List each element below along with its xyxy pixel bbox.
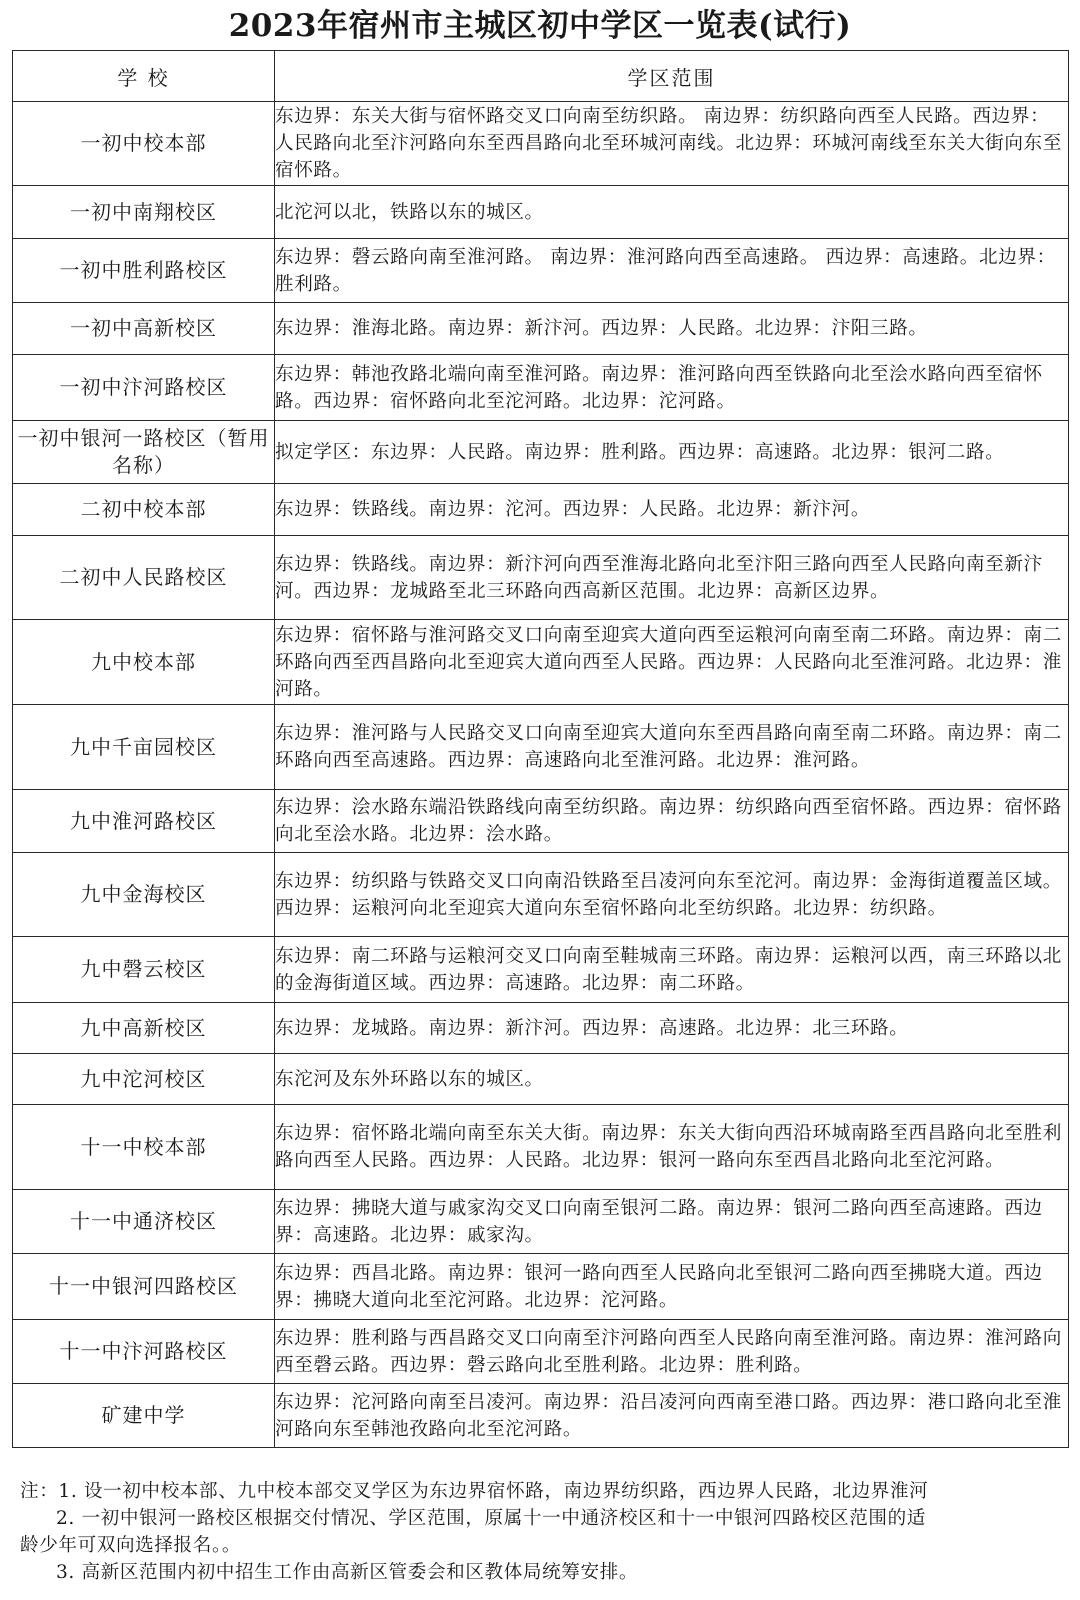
table-row — [13, 937, 1069, 1003]
school-name: 一初中胜利路校区 — [13, 239, 275, 303]
school-name: 一初中高新校区 — [13, 303, 275, 355]
school-name: 九中淮河路校区 — [13, 790, 275, 853]
school-zone-table — [12, 50, 1069, 1448]
zone-range: 东边界：胜利路与西昌路交叉口向南至汴河路向西至人民路向南至淮河路。南边界：淮河路向西至磬云路。西边界：磬云路向北至胜利路。北边界：胜利路。 — [275, 1320, 1069, 1384]
table-row — [13, 790, 1069, 853]
footnote-line: 龄少年可双向选择报名。。 — [20, 1535, 242, 1556]
table-header-row — [13, 51, 1069, 102]
school-name: 十一中通济校区 — [13, 1190, 275, 1254]
school-name: 九中千亩园校区 — [13, 705, 275, 790]
school-name: 九中校本部 — [13, 620, 275, 705]
zone-range: 东边界：拂晓大道与戚家沟交叉口向南至银河二路。南边界：银河二路向西至高速路。西边界：高速路。北边界：戚家沟。 — [275, 1190, 1069, 1254]
zone-range: 东边界：龙城路。南边界：新汴河。西边界：高速路。北边界：北三环路。 — [275, 1003, 1069, 1054]
school-name: 二初中校本部 — [13, 484, 275, 536]
school-name: 十一中汴河路校区 — [13, 1320, 275, 1384]
table-row — [13, 1190, 1069, 1254]
zone-range: 东边界：宿怀路与淮河路交叉口向南至迎宾大道向西至运粮河向南至南二环路。南边界：南二环路向西至西昌路向北至迎宾大道向西至人民路。西边界：人民路向北至淮河路。北边界：淮河路。 — [275, 620, 1069, 705]
table-row — [13, 355, 1069, 421]
school-name: 一初中南翔校区 — [13, 186, 275, 239]
zone-range: 东边界：磬云路向南至淮河路。 南边界：淮河路向西至高速路。 西边界：高速路。北边界：胜利路。 — [275, 239, 1069, 303]
zone-range: 北沱河以北，铁路以东的城区。 — [275, 186, 1069, 239]
table-row — [13, 1105, 1069, 1190]
header-school: 学 校 — [13, 51, 275, 102]
table-row — [13, 1003, 1069, 1054]
zone-range: 东边界：铁路线。南边界：沱河。西边界：人民路。北边界：新汴河。 — [275, 484, 1069, 536]
school-name: 二初中人民路校区 — [13, 536, 275, 620]
table-row — [13, 853, 1069, 937]
table-row — [13, 303, 1069, 355]
zone-range: 东边界：东关大街与宿怀路交叉口向南至纺织路。 南边界：纺织路向西至人民路。西边界：人民路向北至汴河路向东至西昌路向北至环城河南线。北边界：环城河南线至东关大街向东至宿怀路。 — [275, 102, 1069, 186]
zone-range: 拟定学区：东边界：人民路。南边界：胜利路。西边界：高速路。北边界：银河二路。 — [275, 421, 1069, 484]
school-name: 矿建中学 — [13, 1384, 275, 1448]
page-title: 2023年宿州市主城区初中学区一览表(试行) — [228, 8, 852, 44]
table-row — [13, 1254, 1069, 1320]
header-range: 学区范围 — [275, 51, 1069, 102]
table-row — [13, 705, 1069, 790]
table-row — [13, 421, 1069, 484]
table-row — [13, 1384, 1069, 1448]
table-row — [13, 186, 1069, 239]
footnote-line: 2. 一初中银河一路校区根据交付情况、学区范围，原属十一中通济校区和十一中银河四路校区范围的适 — [56, 1508, 926, 1529]
school-name: 九中高新校区 — [13, 1003, 275, 1054]
footnote-line: 注：1. 设一初中校本部、九中校本部交叉学区为东边界宿怀路，南边界纺织路，西边界人民路，北边界淮河 — [20, 1481, 929, 1502]
table-row — [13, 536, 1069, 620]
table-row — [13, 1054, 1069, 1105]
zone-range: 东边界：西昌北路。南边界：银河一路向西至人民路向北至银河二路向西至拂晓大道。西边界：拂晓大道向北至沱河路。北边界：沱河路。 — [275, 1254, 1069, 1320]
table-row — [13, 1320, 1069, 1384]
school-name: 九中磬云校区 — [13, 937, 275, 1003]
zone-range: 东边界：淮海北路。南边界：新汴河。西边界：人民路。北边界：汴阳三路。 — [275, 303, 1069, 355]
footnotes — [20, 1478, 1070, 1586]
school-name: 一初中校本部 — [13, 102, 275, 186]
zone-range: 东边界：淮河路与人民路交叉口向南至迎宾大道向东至西昌路向南至南二环路。南边界：南二环路向西至高速路。西边界：高速路向北至淮河路。北边界：淮河路。 — [275, 705, 1069, 790]
school-name: 一初中银河一路校区（暂用名称） — [13, 421, 275, 484]
footnote-line: 3. 高新区范围内初中招生工作由高新区管委会和区教体局统筹安排。 — [56, 1562, 639, 1583]
table-row — [13, 484, 1069, 536]
school-name: 十一中校本部 — [13, 1105, 275, 1190]
table-row — [13, 239, 1069, 303]
zone-range: 东边界：宿怀路北端向南至东关大街。南边界：东关大街向西沿环城南路至西昌路向北至胜利路向西至人民路。西边界：人民路。北边界：银河一路向东至西昌北路向北至沱河路。 — [275, 1105, 1069, 1190]
zone-range: 东沱河及东外环路以东的城区。 — [275, 1054, 1069, 1105]
table-row — [13, 102, 1069, 186]
school-name: 十一中银河四路校区 — [13, 1254, 275, 1320]
zone-range: 东边界：铁路线。南边界：新汴河向西至淮海北路向北至汴阳三路向西至人民路向南至新汴河。西边界：龙城路至北三环路向西高新区范围。北边界：高新区边界。 — [275, 536, 1069, 620]
zone-range: 东边界：沱河路向南至吕凌河。南边界：沿吕凌河向西南至港口路。西边界：港口路向北至淮河路向东至韩池孜路向北至沱河路。 — [275, 1384, 1069, 1448]
school-name: 一初中汴河路校区 — [13, 355, 275, 421]
school-name: 九中沱河校区 — [13, 1054, 275, 1105]
zone-range: 东边界：浍水路东端沿铁路线向南至纺织路。南边界：纺织路向西至宿怀路。西边界：宿怀路向北至浍水路。北边界：浍水路。 — [275, 790, 1069, 853]
table-row — [13, 620, 1069, 705]
zone-range: 东边界：韩池孜路北端向南至淮河路。南边界：淮河路向西至铁路向北至浍水路向西至宿怀路。西边界：宿怀路向北至沱河路。北边界：沱河路。 — [275, 355, 1069, 421]
zone-range: 东边界：南二环路与运粮河交叉口向南至鞋城南三环路。南边界：运粮河以西，南三环路以北的金海街道区域。西边界：高速路。北边界：南二环路。 — [275, 937, 1069, 1003]
zone-range: 东边界：纺织路与铁路交叉口向南沿铁路至吕凌河向东至沱河。南边界：金海街道覆盖区域。西边界：运粮河向北至迎宾大道向东至宿怀路向北至纺织路。北边界：纺织路。 — [275, 853, 1069, 937]
school-name: 九中金海校区 — [13, 853, 275, 937]
